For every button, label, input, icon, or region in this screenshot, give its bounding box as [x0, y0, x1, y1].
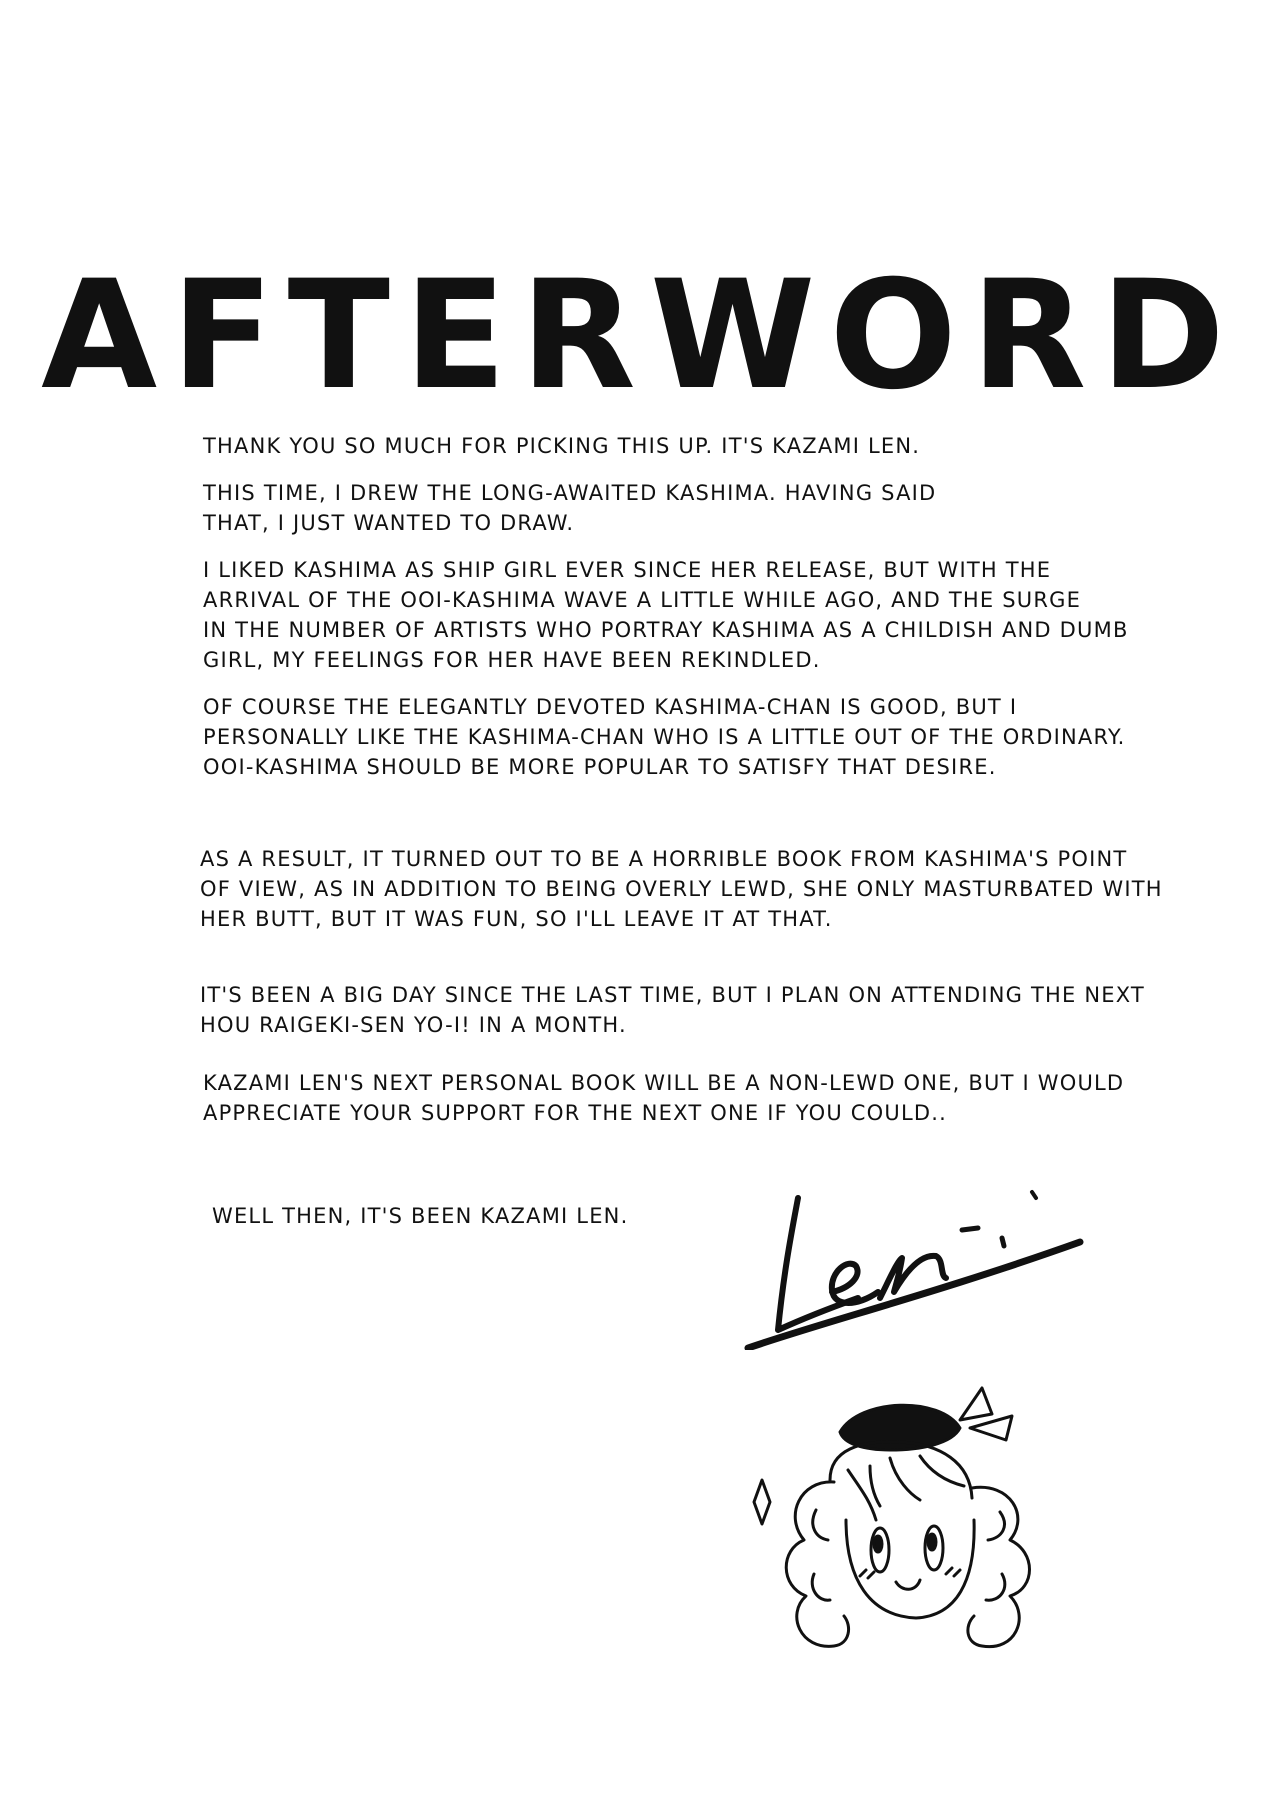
text-line: I LIKED KASHIMA AS SHIP GIRL EVER SINCE HER RELEASE, BUT WITH THE	[203, 558, 1052, 582]
text-line: OOI-KASHIMA SHOULD BE MORE POPULAR TO SATISFY THAT DESIRE.	[203, 755, 997, 779]
text-line: HOU RAIGEKI-SEN YO-I! IN A MONTH.	[200, 1013, 627, 1037]
paragraph-this-time	[203, 478, 936, 538]
text-line: IN THE NUMBER OF ARTISTS WHO PORTRAY KASHIMA AS A CHILDISH AND DUMB	[203, 618, 1129, 642]
text-line: THAT, I JUST WANTED TO DRAW.	[203, 511, 575, 535]
text-line: AS A RESULT, IT TURNED OUT TO BE A HORRIBLE BOOK FROM KASHIMA'S POINT	[200, 847, 1128, 871]
text-line: HER BUTT, BUT IT WAS FUN, SO I'LL LEAVE IT AT THAT.	[200, 907, 833, 931]
text-line: KAZAMI LEN'S NEXT PERSONAL BOOK WILL BE A NON-LEWD ONE, BUT I WOULD	[203, 1071, 1125, 1095]
page-title: AFTERWORD	[41, 248, 1239, 423]
paragraph-well-then	[212, 1201, 628, 1231]
chibi-character-icon	[720, 1370, 1060, 1690]
signature-icon	[740, 1180, 1120, 1350]
text-line: OF VIEW, AS IN ADDITION TO BEING OVERLY LEWD, SHE ONLY MASTURBATED WITH	[200, 877, 1163, 901]
text-line: ARRIVAL OF THE OOI-KASHIMA WAVE A LITTLE WHILE AGO, AND THE SURGE	[203, 588, 1082, 612]
text-line: THANK YOU SO MUCH FOR PICKING THIS UP. IT'S KAZAMI LEN.	[203, 434, 921, 458]
text-line: OF COURSE THE ELEGANTLY DEVOTED KASHIMA-CHAN IS GOOD, BUT I	[203, 695, 1018, 719]
paragraph-liked-kashima	[203, 555, 1129, 675]
text-line: WELL THEN, IT'S BEEN KAZAMI LEN.	[212, 1204, 629, 1228]
text-line: APPRECIATE YOUR SUPPORT FOR THE NEXT ONE IF YOU COULD..	[203, 1101, 947, 1125]
paragraph-of-course	[203, 692, 1126, 782]
text-line: PERSONALLY LIKE THE KASHIMA-CHAN WHO IS A LITTLE OUT OF THE ORDINARY.	[203, 725, 1126, 749]
paragraph-as-a-result	[200, 844, 1163, 934]
text-line: IT'S BEEN A BIG DAY SINCE THE LAST TIME, BUT I PLAN ON ATTENDING THE NEXT	[200, 983, 1145, 1007]
paragraph-big-day	[200, 980, 1145, 1040]
paragraph-next-book	[203, 1068, 1124, 1128]
text-line: THIS TIME, I DREW THE LONG-AWAITED KASHIMA. HAVING SAID	[203, 481, 937, 505]
paragraph-thanks	[203, 431, 920, 461]
text-line: GIRL, MY FEELINGS FOR HER HAVE BEEN REKINDLED.	[203, 648, 821, 672]
